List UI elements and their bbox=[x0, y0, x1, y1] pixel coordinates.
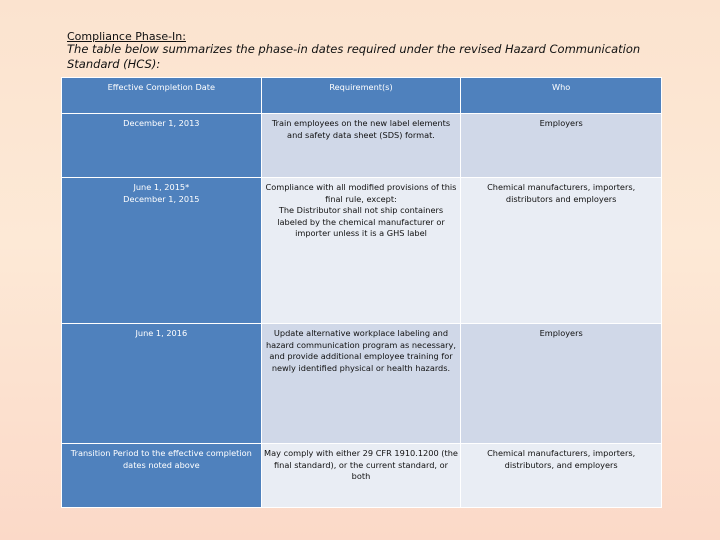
header-effective-completion-date: Effective Completion Date bbox=[62, 78, 261, 113]
cell-date bbox=[62, 178, 261, 323]
cell-text: May comply with either 29 CFR 1910.1200 (the final standard), or the current standard, or both bbox=[264, 448, 458, 481]
cell-who bbox=[461, 114, 661, 177]
table-row bbox=[62, 324, 661, 443]
cell-requirement bbox=[262, 324, 461, 443]
table-row bbox=[62, 444, 661, 507]
cell-who bbox=[461, 178, 661, 323]
cell-requirement bbox=[262, 114, 461, 177]
cell-text: The Distributor shall not ship containers labeled by the chemical manufacturer or importer unless it is a GHS label bbox=[277, 205, 445, 238]
cell-text: Transition Period to the effective completion dates noted above bbox=[70, 448, 252, 470]
cell-text: Compliance with all modified provisions of this final rule, except: bbox=[265, 182, 457, 204]
cell-text: December 1, 2013 bbox=[123, 118, 200, 128]
table-header-row bbox=[62, 78, 661, 113]
slide-subheading: The table below summarizes the phase-in dates required under the revised Hazard Communication Standard (HCS): bbox=[67, 42, 641, 71]
header-who: Who bbox=[461, 78, 661, 113]
cell-who bbox=[461, 444, 661, 507]
slide-heading: Compliance Phase-In: bbox=[67, 30, 186, 43]
table-row bbox=[62, 178, 661, 323]
table-row bbox=[62, 114, 661, 177]
cell-text: December 1, 2015 bbox=[123, 193, 200, 204]
cell-date bbox=[62, 114, 261, 177]
cell-text: June 1, 2015* bbox=[133, 182, 190, 192]
cell-requirement bbox=[262, 178, 461, 323]
cell-text: Employers bbox=[539, 328, 583, 338]
cell-text: Train employees on the new label elements and safety data sheet (SDS) format. bbox=[271, 118, 451, 140]
cell-text: Chemical manufacturers, importers, distributors and employers bbox=[487, 182, 636, 204]
cell-date bbox=[62, 324, 261, 443]
header-requirements: Requirement(s) bbox=[262, 78, 461, 113]
cell-text: June 1, 2016 bbox=[135, 328, 188, 338]
cell-text: Employers bbox=[539, 118, 583, 128]
cell-text: Chemical manufacturers, importers, distributors, and employers bbox=[487, 448, 636, 470]
phase-in-table bbox=[61, 77, 662, 508]
cell-requirement bbox=[262, 444, 461, 507]
cell-date bbox=[62, 444, 261, 507]
cell-who bbox=[461, 324, 661, 443]
cell-text: Update alternative workplace labeling and hazard communication program as necessary, and provide additional employee training for newly identified physical or health hazards. bbox=[265, 328, 456, 373]
